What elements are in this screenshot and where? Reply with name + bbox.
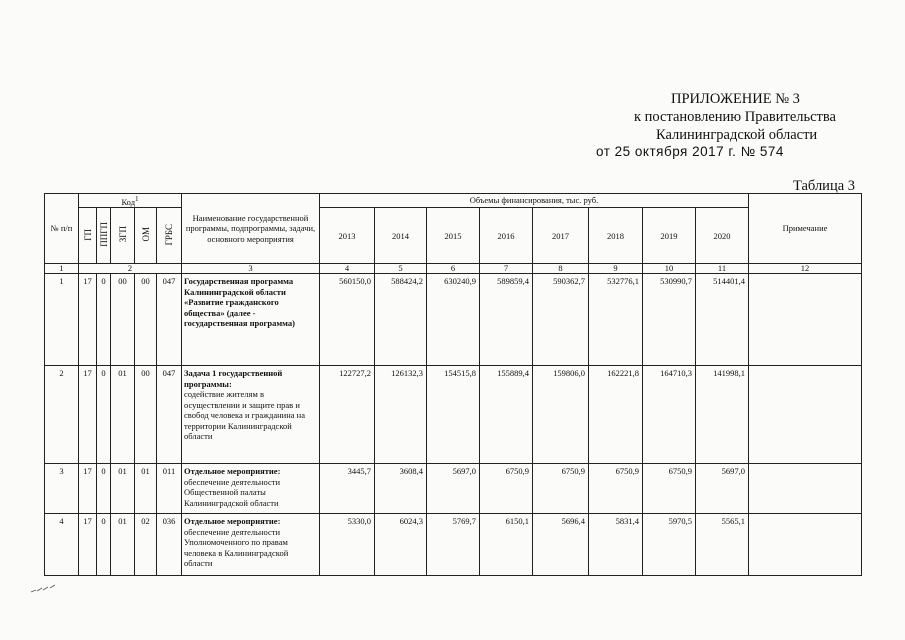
row-value: 530990,7 <box>643 274 696 366</box>
row-note <box>749 366 862 464</box>
header-year: 2018 <box>589 208 643 264</box>
row-value: 122727,2 <box>320 366 375 464</box>
row-code: 17 <box>79 464 97 514</box>
column-number: 10 <box>643 264 696 274</box>
table-row <box>45 464 862 514</box>
row-value: 6150,1 <box>480 514 533 576</box>
header-finance: Объемы финансирования, тыс. руб. <box>320 194 749 208</box>
row-name <box>182 464 320 514</box>
row-code: 01 <box>135 464 157 514</box>
row-title: Государственная программа Калининградской области «Развитие гражданского общества» (далее - государственная программа) <box>184 276 295 329</box>
row-value: 126132,3 <box>375 366 427 464</box>
table-row <box>45 514 862 576</box>
row-value: 5696,4 <box>533 514 589 576</box>
row-code: 00 <box>135 366 157 464</box>
row-value: 5697,0 <box>696 464 749 514</box>
column-number: 4 <box>320 264 375 274</box>
row-value: 589859,4 <box>480 274 533 366</box>
appendix-title: ПРИЛОЖЕНИЕ № 3 <box>671 91 800 107</box>
header-code-label: ОМ <box>140 227 151 242</box>
row-name <box>182 366 320 464</box>
row-code: 17 <box>79 274 97 366</box>
column-number: 6 <box>427 264 480 274</box>
row-value: 590362,7 <box>533 274 589 366</box>
row-number: 1 <box>45 274 79 366</box>
row-value: 164710,3 <box>643 366 696 464</box>
row-code: 02 <box>135 514 157 576</box>
row-code: 01 <box>111 366 135 464</box>
row-value: 532776,1 <box>589 274 643 366</box>
row-title: Отдельное мероприятие: <box>184 516 281 527</box>
row-value: 514401,4 <box>696 274 749 366</box>
header-year: 2016 <box>480 208 533 264</box>
row-code: 17 <box>79 366 97 464</box>
header-code-col <box>79 208 97 264</box>
row-value: 5565,1 <box>696 514 749 576</box>
row-value: 159806,0 <box>533 366 589 464</box>
row-number: 3 <box>45 464 79 514</box>
row-code: 047 <box>157 366 182 464</box>
column-number: 5 <box>375 264 427 274</box>
row-value: 588424,2 <box>375 274 427 366</box>
row-value: 6750,9 <box>589 464 643 514</box>
header-code-col <box>157 208 182 264</box>
appendix-subtitle: к постановлению Правительства <box>634 109 836 125</box>
row-value: 560150,0 <box>320 274 375 366</box>
row-value: 5697,0 <box>427 464 480 514</box>
row-value: 141998,1 <box>696 366 749 464</box>
table-row <box>45 366 862 464</box>
row-code: 011 <box>157 464 182 514</box>
table-label: Таблица 3 <box>793 178 856 194</box>
row-value: 3608,4 <box>375 464 427 514</box>
row-code: 036 <box>157 514 182 576</box>
header-year: 2019 <box>643 208 696 264</box>
row-number: 2 <box>45 366 79 464</box>
header-code-col <box>111 208 135 264</box>
row-value: 6750,9 <box>533 464 589 514</box>
appendix-date: от 25 октября 2017 г. № 574 <box>596 144 784 159</box>
column-number: 12 <box>749 264 862 274</box>
row-value: 155889,4 <box>480 366 533 464</box>
row-description: обеспечение деятельности Общественной палаты Калининградской области <box>184 476 281 508</box>
row-title: Задача 1 государственной программы: <box>184 368 283 389</box>
row-note <box>749 274 862 366</box>
row-code: 0 <box>97 366 111 464</box>
row-value: 3445,7 <box>320 464 375 514</box>
column-number: 1 <box>45 264 79 274</box>
row-value: 162221,8 <box>589 366 643 464</box>
header-code: Код$^1$ <box>79 194 182 208</box>
header-code-label: ГРБС <box>164 223 174 246</box>
row-code: 01 <box>111 464 135 514</box>
row-value: 6024,3 <box>375 514 427 576</box>
header-year: 2014 <box>375 208 427 264</box>
row-note <box>749 514 862 576</box>
header-code-col <box>97 208 111 264</box>
row-code: 0 <box>97 464 111 514</box>
financing-table <box>44 193 862 576</box>
header-code-col <box>135 208 157 264</box>
scribble-mark <box>30 584 56 594</box>
table-row <box>45 274 862 366</box>
row-code: 00 <box>111 274 135 366</box>
row-code: 047 <box>157 274 182 366</box>
row-code: 01 <box>111 514 135 576</box>
row-note <box>749 464 862 514</box>
column-number: 11 <box>696 264 749 274</box>
header-code-label: ЗГП <box>117 226 128 243</box>
row-code: 00 <box>135 274 157 366</box>
appendix-region: Калининградской области <box>656 127 818 143</box>
header-year: 2020 <box>696 208 749 264</box>
row-description: обеспечение деятельности Уполномоченного по правам человека в Калининградской области <box>184 526 289 569</box>
header-year: 2013 <box>320 208 375 264</box>
header-num: № п/п <box>45 194 79 264</box>
row-code: 17 <box>79 514 97 576</box>
row-code: 0 <box>97 274 111 366</box>
row-value: 630240,9 <box>427 274 480 366</box>
column-number: 2 <box>79 264 182 274</box>
column-number: 9 <box>589 264 643 274</box>
row-name <box>182 514 320 576</box>
header-code-label: ППГП <box>99 222 109 247</box>
row-value: 154515,8 <box>427 366 480 464</box>
row-description: содействие жителям в осуществлении и защите прав и свобод человека и гражданина на территории Калининградской области <box>184 389 305 442</box>
row-title: Отдельное мероприятие: <box>184 466 281 477</box>
row-value: 5970,5 <box>643 514 696 576</box>
row-value: 5330,0 <box>320 514 375 576</box>
header-year: 2017 <box>533 208 589 264</box>
row-name <box>182 274 320 366</box>
header-code-label: ГП <box>82 228 93 241</box>
header-note: Примечание <box>749 194 862 264</box>
header-name: Наименование государственной программы, подпрограммы, задачи, основного мероприятия <box>182 194 320 264</box>
column-number: 8 <box>533 264 589 274</box>
column-number: 3 <box>182 264 320 274</box>
row-value: 6750,9 <box>480 464 533 514</box>
row-code: 0 <box>97 514 111 576</box>
column-number: 7 <box>480 264 533 274</box>
row-value: 6750,9 <box>643 464 696 514</box>
row-value: 5769,7 <box>427 514 480 576</box>
row-value: 5831,4 <box>589 514 643 576</box>
row-number: 4 <box>45 514 79 576</box>
header-year: 2015 <box>427 208 480 264</box>
